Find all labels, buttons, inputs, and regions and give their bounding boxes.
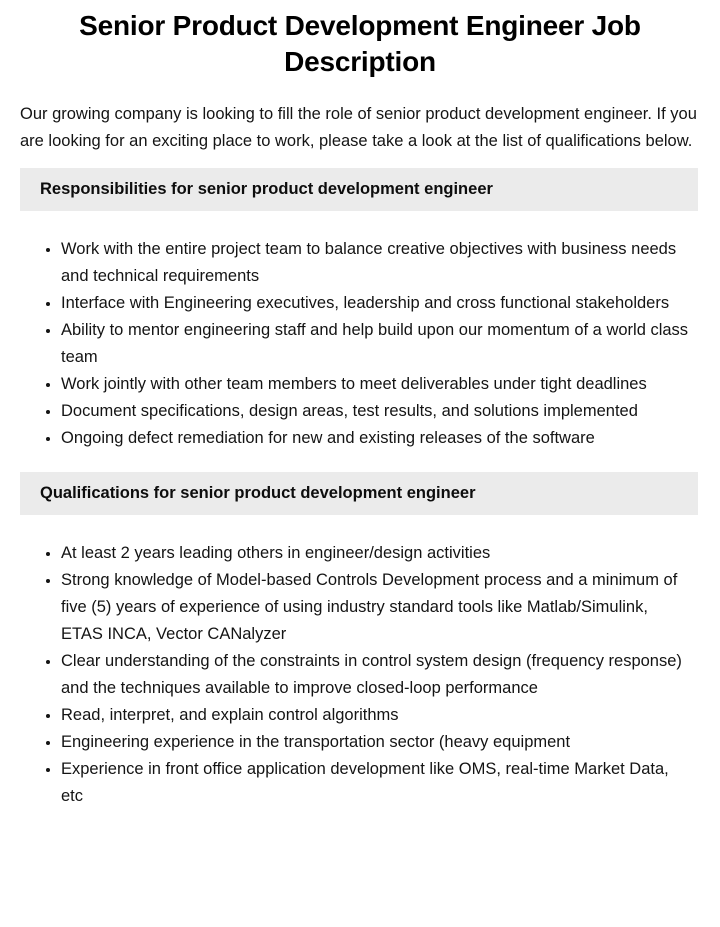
list-item: • Work with the entire project team to balance creative objectives with business needs and technical requirements	[61, 236, 693, 290]
responsibilities-header-bar	[20, 168, 698, 211]
page-title: Senior Product Development Engineer Job Description	[79, 10, 641, 77]
list-item: • At least 2 years leading others in engineer/design activities	[61, 540, 693, 567]
list-item: • Clear understanding of the constraints in control system design (frequency response) and the techniques available to improve closed-loop performance	[61, 648, 693, 702]
list-item: • Strong knowledge of Model-based Controls Development process and a minimum of five (5) years of experience of using industry standard tools like Matlab/Simulink, ETAS INCA, Vector CANalyzer	[61, 567, 693, 648]
list-item: • Engineering experience in the transportation sector (heavy equipment	[61, 729, 693, 756]
qualifications-header-bar	[20, 472, 698, 515]
list-item: • Read, interpret, and explain control algorithms	[61, 702, 693, 729]
section-responsibilities	[20, 168, 700, 452]
qualifications-heading: Qualifications for senior product development engineer	[40, 484, 476, 502]
intro-paragraph: Our growing company is looking to fill the role of senior product development engineer. If you are looking for an exciting place to work, please take a look at the list of qualifications below.	[20, 105, 697, 150]
list-item: • Interface with Engineering executives, leadership and cross functional stakeholders	[61, 290, 693, 317]
list-item: • Ongoing defect remediation for new and existing releases of the software	[61, 425, 693, 452]
list-item: • Ability to mentor engineering staff and help build upon our momentum of a world class team	[61, 317, 693, 371]
responsibilities-list	[20, 236, 700, 452]
list-item: • Document specifications, design areas, test results, and solutions implemented	[61, 398, 693, 425]
list-item: • Experience in front office application development like OMS, real-time Market Data, etc	[61, 756, 693, 810]
list-item: • Work jointly with other team members to meet deliverables under tight deadlines	[61, 371, 693, 398]
section-qualifications	[20, 472, 700, 810]
qualifications-list	[20, 540, 700, 810]
responsibilities-heading: Responsibilities for senior product development engineer	[40, 180, 493, 198]
